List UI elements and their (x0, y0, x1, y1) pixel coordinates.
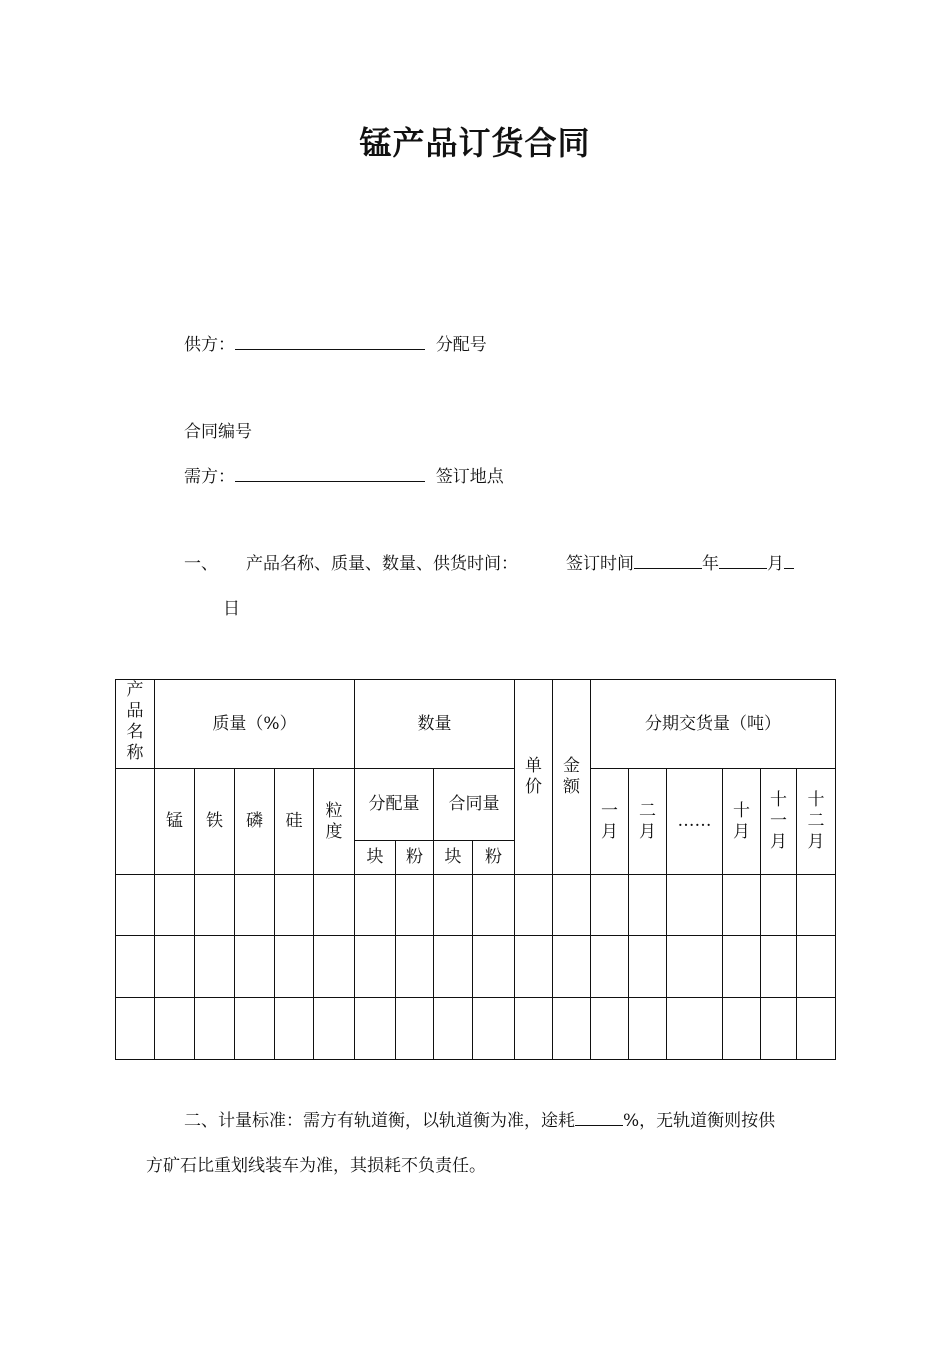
allocation-powder: 粉 (396, 841, 434, 875)
element-iron: 铁 (195, 769, 235, 875)
table-row (116, 998, 836, 1060)
month-ellipsis-header: …… (667, 769, 723, 875)
section2-line1 (184, 1106, 775, 1131)
section2-line1-b: %，无轨道衡则按供 (623, 1111, 776, 1131)
buyer-line (184, 462, 504, 487)
order-table (115, 679, 836, 1060)
day-label: 日 (223, 599, 240, 619)
page-title: 锰产品订货合同 (359, 124, 591, 162)
product-name-blank (116, 769, 155, 875)
contract-lump: 块 (434, 841, 473, 875)
month-blank[interactable] (719, 554, 767, 569)
buyer-blank[interactable] (235, 467, 425, 482)
buyer-label: 需方： (184, 467, 235, 487)
unit-price-header: 单价 (515, 680, 553, 875)
delivery-header: 分期交货量（吨） (591, 680, 836, 769)
allocation-qty-header: 分配量 (355, 769, 434, 841)
section2-line2: 方矿石比重划线装车为准，其损耗不负责任。 (146, 1156, 486, 1176)
product-name-header: 产品名称 (116, 680, 155, 769)
element-phosphorus: 磷 (235, 769, 275, 875)
table-row (116, 875, 836, 936)
amount-header: 金额 (553, 680, 591, 875)
month-10-header: 十月 (723, 769, 761, 875)
sign-time-line (566, 549, 794, 574)
month-1-header: 一月 (591, 769, 629, 875)
contract-no-label: 合同编号 (184, 422, 252, 442)
section1-number: 一、 (184, 554, 218, 574)
month-2-header: 二月 (629, 769, 667, 875)
quantity-header: 数量 (355, 680, 515, 769)
element-manganese: 锰 (155, 769, 195, 875)
contract-qty-header: 合同量 (434, 769, 515, 841)
quality-header: 质量（%） (155, 680, 355, 769)
element-granularity: 粒度 (314, 769, 355, 875)
contract-powder: 粉 (473, 841, 515, 875)
year-blank[interactable] (634, 554, 702, 569)
supplier-blank[interactable] (235, 335, 425, 350)
section2-line1-a: 二、计量标准：需方有轨道衡，以轨道衡为准，途耗 (184, 1111, 575, 1131)
supplier-label: 供方： (184, 335, 235, 355)
allocation-label: 分配号 (435, 335, 487, 355)
table-row (116, 936, 836, 998)
loss-blank[interactable] (575, 1111, 623, 1126)
year-label: 年 (702, 554, 719, 574)
section1-heading: 产品名称、质量、数量、供货时间： (246, 554, 518, 574)
month-12-header: 十二月 (797, 769, 836, 875)
element-silicon: 硅 (275, 769, 314, 875)
day-blank[interactable] (784, 554, 794, 569)
month-label: 月 (767, 554, 784, 574)
sign-time-label: 签订时间 (566, 554, 634, 574)
sign-place-label: 签订地点 (435, 467, 504, 487)
month-11-header: 十一月 (761, 769, 797, 875)
allocation-lump: 块 (355, 841, 396, 875)
supplier-line (184, 330, 487, 355)
